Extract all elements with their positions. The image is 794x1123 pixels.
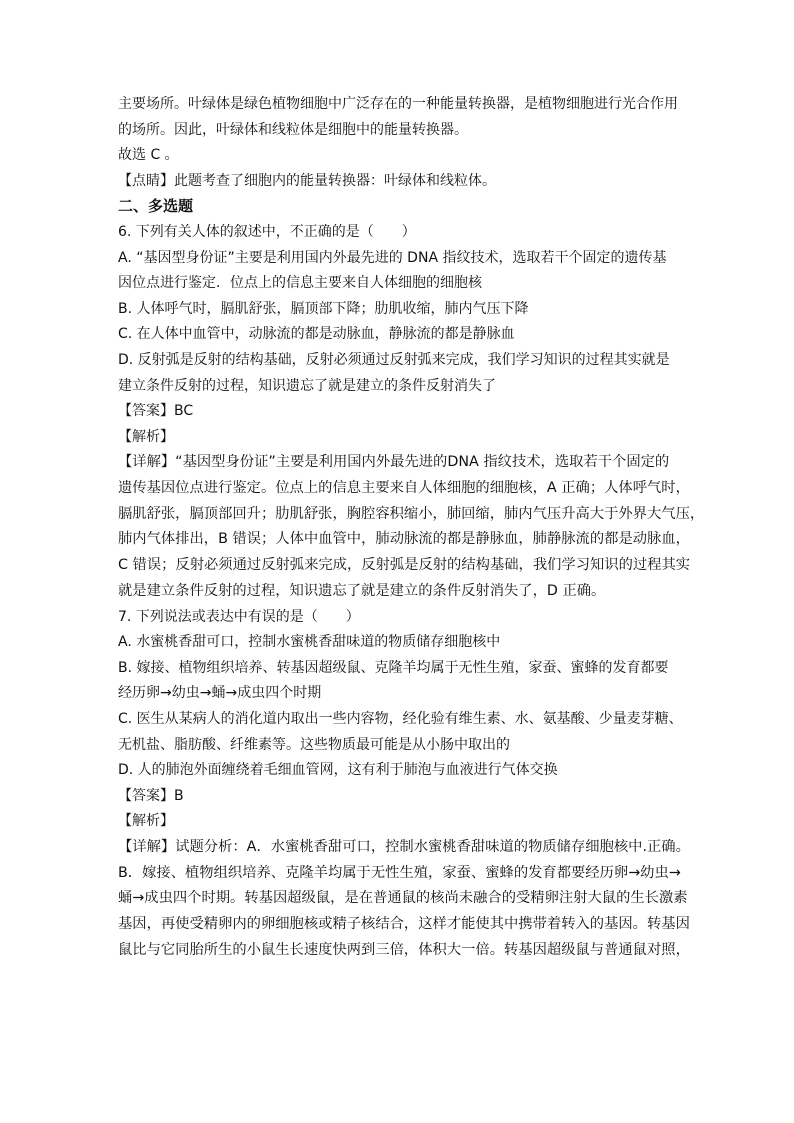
explanation-line: 蛹→成虫四个时期。转基因超级鼠，是在普通鼠的核尚未融合的受精卵注射大鼠的生长激素 [118,890,688,907]
explanation-line: C 错误；反射必须通过反射弧来完成，反射弧是反射的结构基础，我们学习知识的过程其实 [118,557,691,574]
explanation-line: 【详解】“基因型身份证”主要是利用国内外最先进的DNA 指纹技术，选取若干个固定的 [118,454,670,471]
option-line: D. 反射弧是反射的结构基础，反射必须通过反射弧来完成，我们学习知识的过程其实就是 [118,351,670,368]
option-line: 经历卵→幼虫→蛹→成虫四个时期 [118,685,322,702]
option-line: 建立条件反射的过程，知识遗忘了就是建立的条件反射消失了 [118,377,496,394]
section-heading: 二、多选题 [118,197,194,216]
explanation-line: 就是建立条件反射的过程，知识遗忘了就是建立的条件反射消失了，D 正确。 [118,582,606,599]
explanation-line: B．嫁接、植物组织培养、克隆羊均属于无性生殖，家蚕、蜜蜂的发育都要经历卵→幼虫→ [118,864,681,881]
option-line: D. 人的肺泡外面缠绕着毛细血管网，这有利于肺泡与血液进行气体交换 [118,762,558,779]
explanation-line: 膈肌舒张，膈顶部回升；肋肌舒张，胸腔容积缩小，肺回缩，肺内气压升高大于外界大气压， [118,505,705,522]
option-line: C. 在人体中血管中，动脉流的都是动脉血，静脉流的都是静脉血 [118,326,515,343]
explanation-line: 【详解】试题分析：A．水蜜桃香甜可口，控制水蜜桃香甜味道的物质储存细胞核中.正确。 [118,838,690,855]
question-stem: 7. 下列说法或表达中有误的是（ ） [118,608,360,625]
option-line: B. 嫁接、植物组织培养、转基因超级鼠、克隆羊均属于无性生殖，家蚕、蜜蜂的发育都要 [118,659,669,676]
explanation-line: 遗传基因位点进行鉴定。位点上的信息主要来自人体细胞的细胞核，A 正确；人体呼气时， [118,480,690,497]
text-line: 主要场所。叶绿体是绿色植物细胞中广泛存在的一种能量转换器，是植物细胞进行光合作用 [118,96,678,112]
option-line: A. 水蜜桃香甜可口，控制水蜜桃香甜味道的物质储存细胞核中 [118,634,501,651]
text-line: 【点睛】此题考查了细胞内的能量转换器：叶绿体和线粒体。 [118,172,496,189]
question-stem: 6. 下列有关人体的叙述中，不正确的是（ ） [118,223,416,240]
option-line: 无机盐、脂肪酸、纤维素等。这些物质最可能是从小肠中取出的 [118,736,510,753]
option-line: A. “基因型身份证”主要是利用国内外最先进的 DNA 指纹技术，选取若干个固定的遗传基 [118,249,667,266]
text-line: 故选 C 。 [118,147,179,164]
analysis-label: 【解析】 [118,813,174,830]
explanation-line: 基因，再使受精卵内的卵细胞核或精子核结合，这样才能使其中携带着转入的基因。转基因 [118,915,690,932]
answer-line: 【答案】B [118,787,184,804]
text-line: 的场所。因此，叶绿体和线粒体是细胞中的能量转换器。 [118,121,468,138]
analysis-label: 【解析】 [118,428,174,445]
option-line: C. 医生从某病人的消化道内取出一些内容物，经化验有维生素、水、氨基酸、少量麦芽糖、 [118,710,683,727]
explanation-line: 肺内气体排出，B 错误；人体中血管中，肺动脉流的都是静脉血，肺静脉流的都是动脉血， [118,531,690,548]
option-line: 因位点进行鉴定．位点上的信息主要来自人体细胞的细胞核 [118,275,482,292]
answer-line: 【答案】BC [118,403,194,420]
document-body [118,92,705,963]
option-line: B. 人体呼气时，膈肌舒张，膈顶部下降；肋肌收缩，肺内气压下降 [118,300,529,317]
explanation-line: 鼠比与它同胎所生的小鼠生长速度快两到三倍，体积大一倍。转基因超级鼠与普通鼠对照， [118,941,690,958]
